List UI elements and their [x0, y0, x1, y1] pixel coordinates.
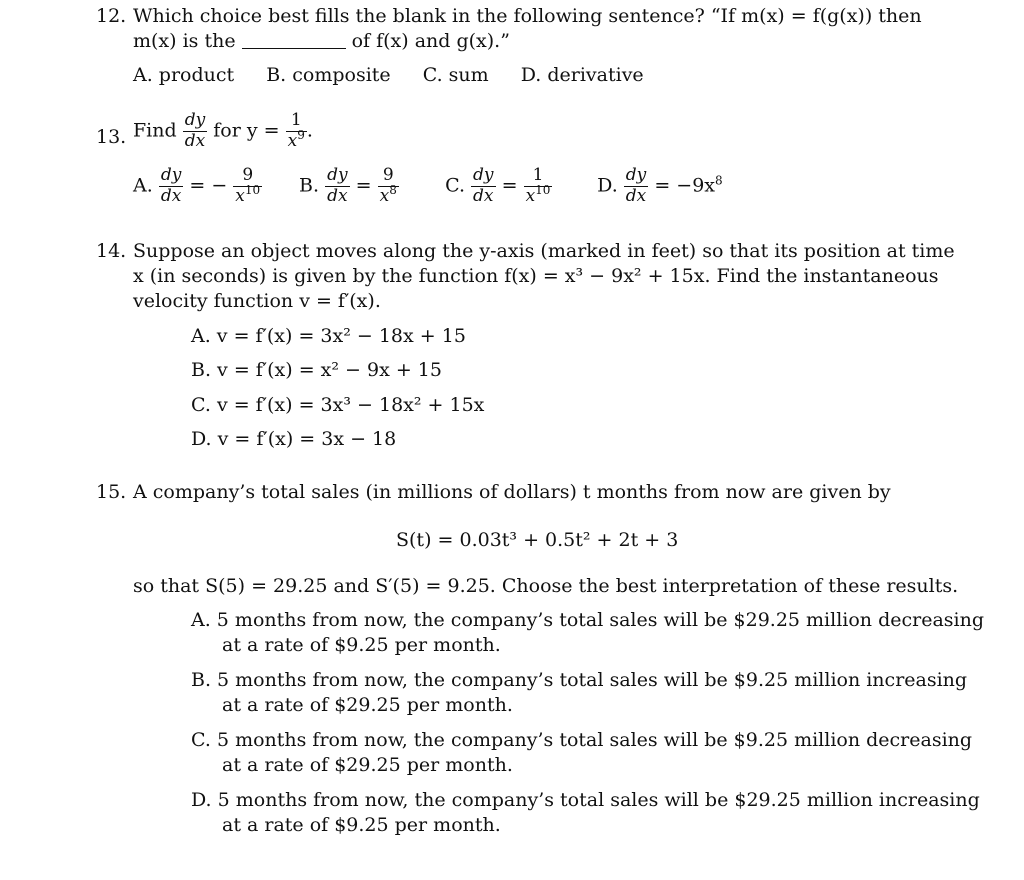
q12-number: 12. [96, 5, 127, 27]
q14-line2: x (in seconds) is given by the function f(x) = x³ − 9x² + 15x. Find the instantaneous [133, 265, 939, 287]
q15-option-a-line2: at a rate of $9.25 per month. [222, 634, 501, 656]
q12-option-a: A. product [133, 64, 235, 86]
q12-option-d: D. derivative [520, 64, 644, 86]
q13-find: Find [133, 119, 177, 142]
q13-option-c: C. $\frac{dy}{dx}$ = $\frac{1}{x^{10}}$ [445, 165, 551, 206]
q12-line2-after: of f(x) and g(x).” [351, 30, 510, 52]
q15-option-d-line2: at a rate of $9.25 per month. [222, 814, 501, 836]
q13-dydx: $\frac{dy}{dx}$ [184, 110, 206, 151]
q15-equation: S(t) = 0.03t³ + 0.5t² + 2t + 3 [396, 529, 679, 551]
q15-option-c-line2: at a rate of $29.25 per month. [222, 754, 513, 776]
q15-line2: so that S(5) = 29.25 and S′(5) = 9.25. Choose the best interpretation of these results. [133, 575, 959, 597]
q12-blank [242, 48, 346, 49]
q15-option-a-line1: A. 5 months from now, the company’s total sales will be $29.25 million decreasing [191, 609, 985, 631]
q13-number: 13. [96, 126, 127, 148]
q14-line3: velocity function v = f′(x). [133, 290, 381, 312]
q13-option-a: A. $\frac{dy}{dx}$ = − $\frac{9}{x^{10}}$ [133, 165, 261, 206]
q12-option-c: C. sum [422, 64, 489, 86]
q14-option-a: A. v = f′(x) = 3x² − 18x + 15 [191, 325, 466, 347]
q13-options [133, 167, 723, 206]
q15-line1: A company’s total sales (in millions of dollars) t months from now are given by [133, 481, 891, 503]
q15-option-d-line1: D. 5 months from now, the company’s total sales will be $29.25 million increasing [191, 789, 980, 811]
q12-option-b: B. composite [266, 64, 391, 86]
q13-option-b: B. $\frac{dy}{dx}$ = $\frac{9}{x^8}$ [299, 165, 397, 206]
q15-option-c-line1: C. 5 months from now, the company’s total sales will be $9.25 million decreasing [191, 729, 973, 751]
q15-option-b-line1: B. 5 months from now, the company’s total sales will be $9.25 million increasing [191, 669, 968, 691]
q13-prompt: Find $\frac{dy}{dx}$ for y = $\frac{1}{x^9}$ . [133, 110, 313, 151]
q12-line1: Which choice best fills the blank in the following sentence? “If m(x) = f(g(x)) then [133, 5, 922, 27]
q15-option-b-line2: at a rate of $29.25 per month. [222, 694, 513, 716]
q14-option-c: C. v = f′(x) = 3x³ − 18x² + 15x [191, 394, 485, 416]
q14-option-b: B. v = f′(x) = x² − 9x + 15 [191, 359, 442, 381]
q13-one-over-x9: $\frac{1}{x^9}$ [287, 110, 305, 151]
q12-line2 [133, 32, 510, 51]
q14-line1: Suppose an object moves along the y-axis (marked in feet) so that its position at time [133, 240, 955, 262]
q15-number: 15. [96, 481, 127, 503]
q12-options [133, 66, 670, 85]
q13-option-d: D. $\frac{dy}{dx}$ = $-9x^8$ [597, 165, 723, 206]
q12-line2-before: m(x) is the [133, 30, 236, 52]
q13-for-y: for y = [213, 119, 280, 142]
q14-number: 14. [96, 240, 127, 262]
q14-option-d: D. v = f′(x) = 3x − 18 [191, 428, 397, 450]
